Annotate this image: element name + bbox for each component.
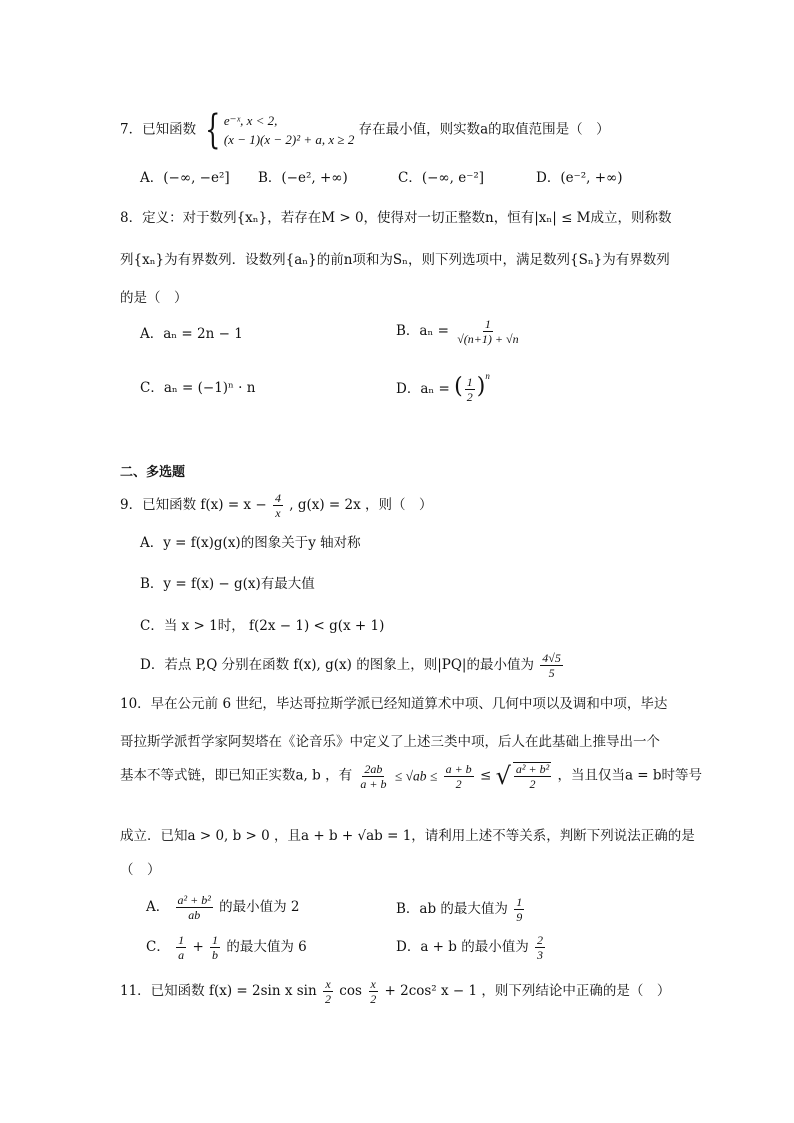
q10-option-c-text: 的最大值为 6 xyxy=(226,938,307,955)
q10-option-a-text: 的最小值为 2 xyxy=(219,898,300,915)
q9-d-denominator: 5 xyxy=(548,666,555,680)
q10-d-den: 3 xyxy=(537,948,543,962)
q8-line-2: 列{xₙ}为有界数列．设数列{aₙ}的前n项和为Sₙ，则下列选项中，满足数列{Sₙ}为有界数列 xyxy=(120,252,670,268)
q10-line-3-pre: 基本不等式链，即已知正实数a, b ，有 xyxy=(120,767,353,784)
q10-a-num: a² + b² xyxy=(177,893,211,907)
q10-option-c-label: C． xyxy=(146,938,170,955)
q10-line-2: 哥拉斯学派哲学家阿契塔在《论音乐》中定义了上述三类中项，后人在此基础上推导出一个 xyxy=(120,734,660,750)
question-7 xyxy=(120,107,610,153)
q10-option-a-label: A． xyxy=(146,898,170,915)
q11-frac1-den: 2 xyxy=(324,992,331,1006)
q10-option-b xyxy=(396,896,526,923)
q9-option-c: C．当 x > 1时， f(2x − 1) < g(x + 1) xyxy=(140,618,385,634)
brace-icon: { xyxy=(205,107,221,153)
q10-le: ≤ xyxy=(479,767,492,784)
q8-option-c: C．aₙ = (−1)ⁿ · n xyxy=(140,380,256,396)
q10-line-1: 10．早在公元前 6 世纪，毕达哥拉斯学派已经知道算术中项、几何中项以及调和中项，毕达 xyxy=(120,696,668,712)
q9-option-d xyxy=(140,652,565,679)
q9-option-b: B．y = f(x) − g(x)有最大值 xyxy=(140,576,315,592)
q10-b-den: 9 xyxy=(516,910,523,924)
q8-line-1: 8．定义：对于数列{xₙ}，若存在M > 0，使得对一切正整数n，恒有|xₙ| ≤ M成立，则称数 xyxy=(120,210,672,226)
q7-piecewise xyxy=(200,107,355,153)
q10-line-5: （ ） xyxy=(120,862,161,878)
q7-option-d: D．(e⁻², +∞) xyxy=(536,170,623,186)
q8-d-denominator: 2 xyxy=(466,390,473,404)
q11-frac1-num: x xyxy=(325,977,331,991)
q7-option-b: B．(−e², +∞) xyxy=(258,170,348,186)
q8-option-d-label: D．aₙ = xyxy=(396,381,450,397)
q7-prefix: 7．已知函数 xyxy=(120,121,197,138)
q10-d-num: 2 xyxy=(537,933,543,947)
q11-cos: cos xyxy=(339,982,362,999)
q7-case-2: (x − 1)(x − 2)² + a, x ≥ 2 xyxy=(223,132,355,147)
q8-option-b xyxy=(396,318,523,345)
q10-line-3-post: ，当且仅当a = b时等号 xyxy=(557,767,703,784)
q8-option-b-label: B．aₙ = xyxy=(396,323,449,339)
q11-frac2-den: 2 xyxy=(370,992,377,1006)
q10-option-a xyxy=(146,894,300,921)
q10-frac1-num: 2ab xyxy=(364,761,383,776)
q9-option-a: A．y = f(x)g(x)的图象关于y 轴对称 xyxy=(140,535,361,551)
q10-frac3-den: 2 xyxy=(529,777,536,791)
q10-line-4: 成立．已知a > 0, b > 0 ，且a + b + √ab = 1，请利用上述不等关系，判断下列说法正确的是 xyxy=(120,828,695,844)
section-heading: 二、多选题 xyxy=(120,465,186,480)
question-9 xyxy=(120,492,433,519)
q7-case-1: e⁻ˣ, x < 2, xyxy=(223,113,278,128)
q10-option-c: C． $\frac{1}{a}$ + $\frac{1}{b}$ 的最大值为 6 xyxy=(146,933,307,962)
q9-prefix: 9．已知函数 f(x) = x − xyxy=(120,497,267,513)
q9-d-numerator: 4√5 xyxy=(542,651,561,665)
q8-b-denominator: √(n+1) + √n xyxy=(457,332,519,346)
q8-d-exponent: n xyxy=(485,371,490,381)
q10-frac2-den: 2 xyxy=(455,776,462,791)
q9-frac-denominator: x xyxy=(275,506,281,520)
q7-option-a: A．(−∞, −e²] xyxy=(140,170,230,186)
q11-pre: 11．已知函数 f(x) = 2sin x sin xyxy=(120,982,317,999)
q8-d-numerator: 1 xyxy=(466,375,473,389)
q10-option-d-text: D．a + b 的最小值为 xyxy=(396,938,529,955)
q7-option-c: C．(−∞, e⁻²] xyxy=(398,170,485,186)
q8-b-numerator: 1 xyxy=(484,317,491,331)
q10-b-num: 1 xyxy=(516,895,523,909)
q9-frac-numerator: 4 xyxy=(274,491,281,505)
q10-option-b-text: B．ab 的最大值为 xyxy=(396,900,508,917)
q10-mid: ≤ √ab ≤ xyxy=(394,768,438,784)
q8-option-d: D．aₙ = ( $\frac{1}{2}$ )$^n$ xyxy=(396,371,490,404)
q11-frac2-num: x xyxy=(370,977,376,991)
q10-frac3-num: a² + b² xyxy=(515,762,550,776)
q8-line-3: 的是（ ） xyxy=(120,290,188,306)
q10-line-3: 基本不等式链，即已知正实数a, b ，有 $\frac{2ab}{a + b}$ ≤ √ab ≤ $\frac{a + b}{2}$ ≤ √ $\frac{\text{a² + b²}}{2}$ ，当且仅当a = b时等号 xyxy=(120,761,703,791)
question-11 xyxy=(120,978,670,1005)
q10-option-d xyxy=(396,934,547,961)
q11-post: + 2cos² x − 1 ，则下列结论中正确的是（ ） xyxy=(384,982,671,999)
q10-frac1-den: a + b xyxy=(360,776,387,791)
q10-frac2-num: a + b xyxy=(445,761,472,776)
q8-option-a: A．aₙ = 2n − 1 xyxy=(140,326,243,342)
q7-suffix: 存在最小值，则实数a的取值范围是（ ） xyxy=(358,121,610,138)
q10-a-den: ab xyxy=(188,908,201,922)
q9-option-d-text: D．若点 P,Q 分别在函数 f(x), g(x) 的图象上，则|PQ|的最小值为 xyxy=(140,657,534,673)
q9-suffix: , g(x) = 2x ，则（ ） xyxy=(289,497,433,513)
